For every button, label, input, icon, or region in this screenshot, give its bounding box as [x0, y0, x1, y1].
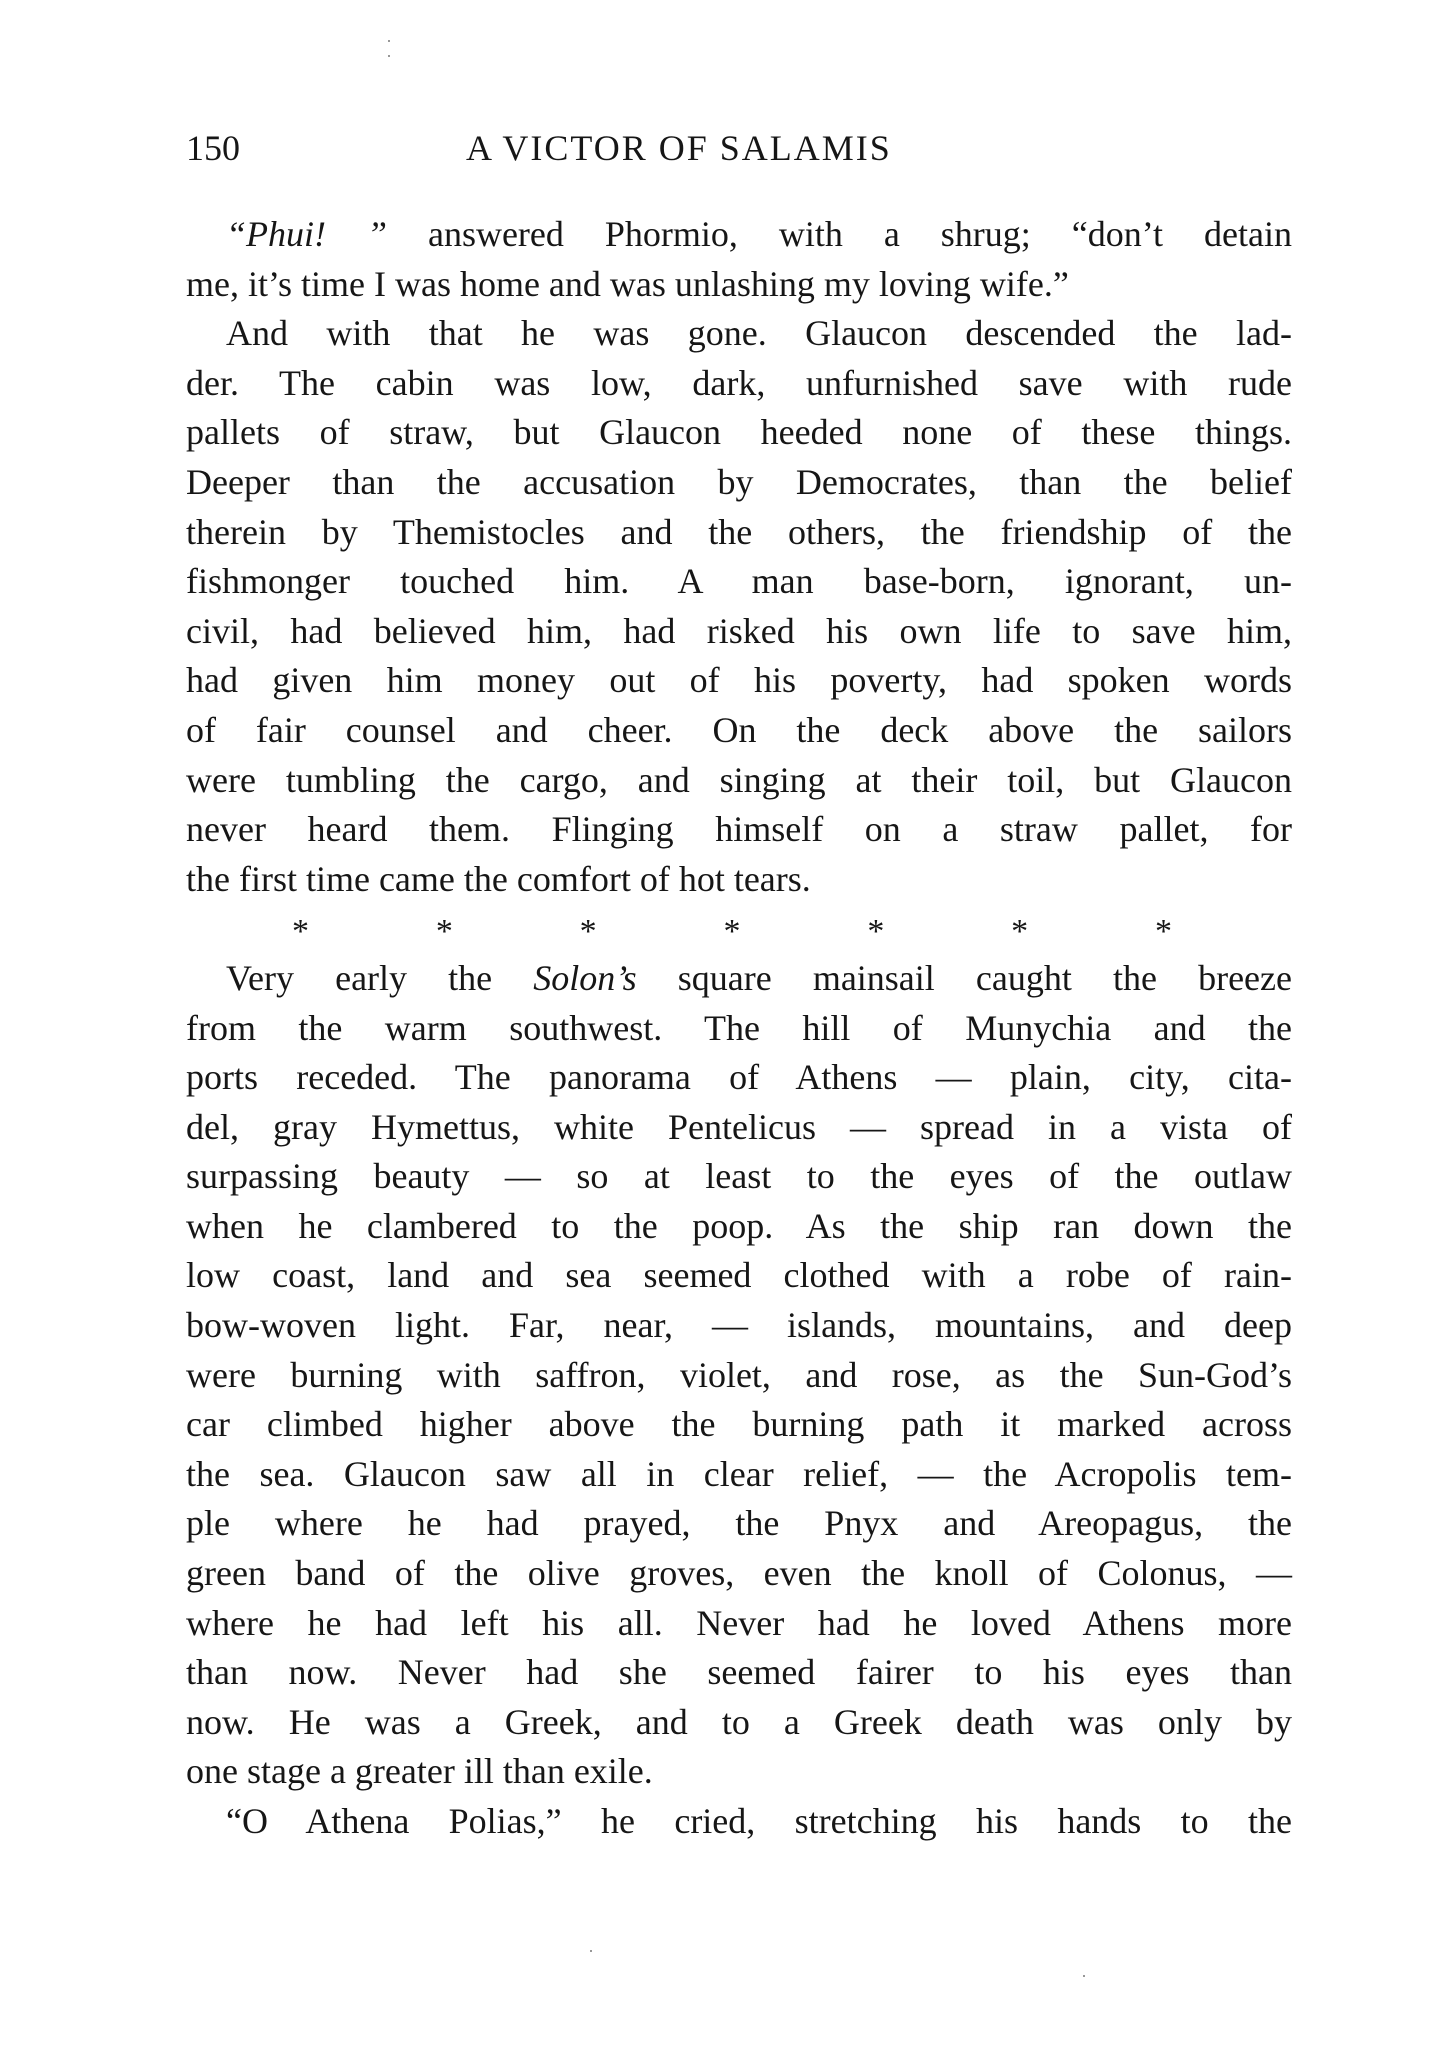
text-line: than now. Never had she seemed fairer to his eyes than: [186, 1652, 1292, 1693]
text-line: pallets of straw, but Glaucon heeded none of these things.: [186, 412, 1292, 453]
text-line: fishmonger touched him. A man base-born, ignorant, un-: [186, 561, 1292, 602]
text-line: “O Athena Polias,” he cried, stretching his hands to the: [226, 1801, 1292, 1841]
italic-word: “Phui! ”: [226, 214, 387, 254]
asterisk: *: [292, 913, 309, 951]
section-break: [292, 904, 1172, 954]
asterisk: *: [867, 913, 885, 951]
text-span: square mainsail caught the breeze: [636, 957, 1292, 998]
text-line: from the warm southwest. The hill of Munychia and the: [186, 1007, 1292, 1048]
text-line: ports receded. The panorama of Athens — plain, city, cita-: [186, 1057, 1292, 1098]
asterisk: *: [435, 913, 453, 951]
print-speck: [590, 1950, 592, 1952]
text-line: ple where he had prayed, the Pnyx and Areopagus, the: [186, 1503, 1292, 1544]
text-line: del, gray Hymettus, white Pentelicus — spread in a vista of: [186, 1106, 1292, 1147]
page-header: [186, 118, 1292, 178]
text-line: civil, had believed him, had risked his own life to save him,: [186, 610, 1292, 651]
text-line: never heard them. Flinging himself on a straw pallet, for: [186, 809, 1292, 850]
text-line: were tumbling the cargo, and singing at their toil, but Glaucon: [186, 759, 1292, 800]
running-title: A VICTOR OF SALAMIS: [466, 128, 892, 168]
text-line: the first time came the comfort of hot tears.: [186, 858, 811, 899]
text-line: And with that he was gone. Glaucon descended the lad-: [226, 313, 1292, 354]
text-line: surpassing beauty — so at least to the eyes of the outlaw: [186, 1156, 1292, 1197]
text-line: car climbed higher above the burning path it marked across: [186, 1404, 1292, 1445]
asterisk: *: [1011, 913, 1029, 951]
text-line: now. He was a Greek, and to a Greek death was only by: [186, 1701, 1292, 1742]
text-line: low coast, land and sea seemed clothed with a robe of rain-: [186, 1255, 1292, 1296]
print-speck: [388, 40, 390, 42]
text-line: therein by Themistocles and the others, the friendship of the: [186, 511, 1292, 552]
text-line: bow-woven light. Far, near, — islands, mountains, and deep: [186, 1305, 1292, 1346]
text-line: [186, 954, 1292, 1004]
text-line: were burning with saffron, violet, and rose, as the Sun-God’s: [186, 1354, 1292, 1395]
text-line: the sea. Glaucon saw all in clear relief, — the Acropolis tem-: [186, 1453, 1292, 1494]
text-line: of fair counsel and cheer. On the deck above the sailors: [186, 709, 1292, 750]
text-line: Deeper than the accusation by Democrates, than the belief: [186, 461, 1292, 502]
asterisk: *: [723, 913, 741, 951]
asterisk: *: [579, 913, 597, 951]
body-text: [186, 210, 1292, 1847]
text-line: der. The cabin was low, dark, unfurnished save with rude: [186, 362, 1292, 403]
text-line: [186, 210, 1292, 260]
text-line: when he clambered to the poop. As the ship ran down the: [186, 1205, 1292, 1246]
text-line: one stage a greater ill than exile.: [186, 1751, 653, 1792]
text-line: where he had left his all. Never had he loved Athens more: [186, 1602, 1292, 1643]
print-speck: [1083, 1975, 1085, 1977]
text-span: Very early the: [226, 957, 534, 998]
print-speck: [388, 55, 390, 57]
text-line: green band of the olive groves, even the knoll of Colonus, —: [186, 1553, 1292, 1594]
italic-word: Solon’s: [533, 957, 637, 998]
text-line: me, it’s time I was home and was unlashing my loving wife.”: [186, 263, 1069, 304]
page-number: 150: [186, 128, 240, 168]
text-span: answered Phormio, with a shrug; “don’t detain: [387, 214, 1292, 254]
text-line: had given him money out of his poverty, had spoken words: [186, 660, 1292, 701]
asterisk: *: [1154, 913, 1172, 951]
